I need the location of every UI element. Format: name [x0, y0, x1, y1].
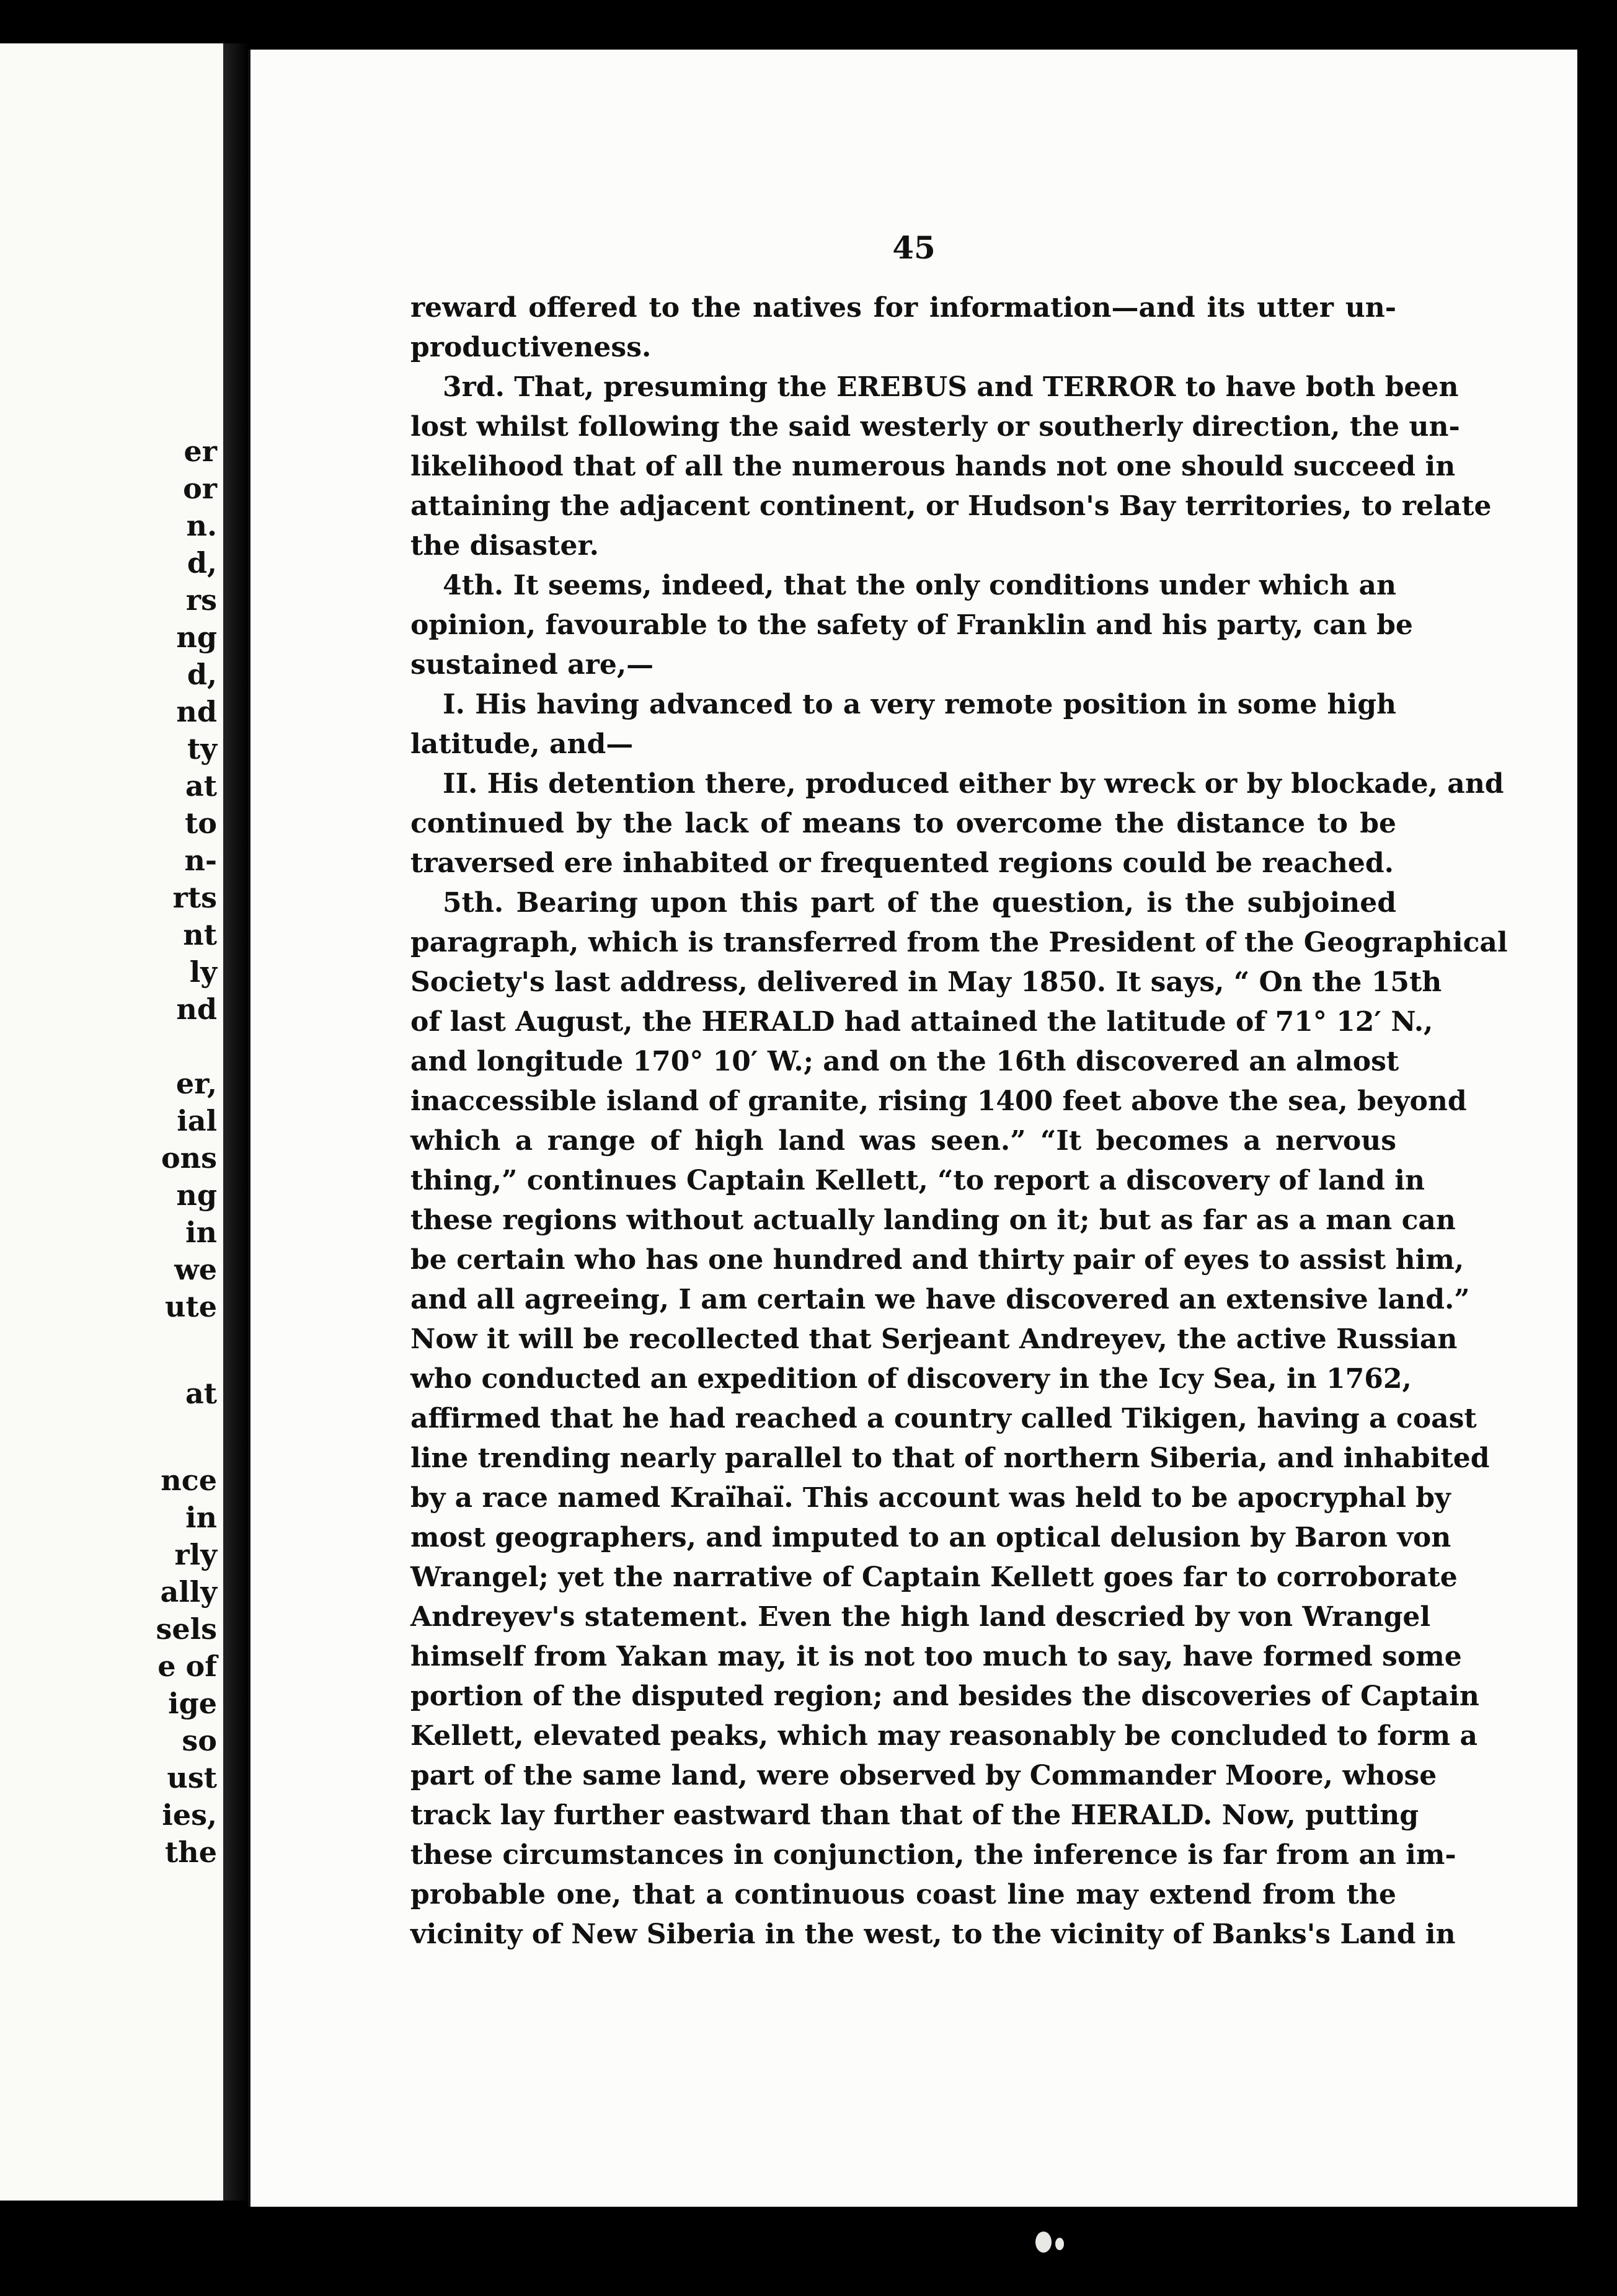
- facing-page-fragment: n-: [184, 844, 217, 877]
- facing-page-fragment: n.: [186, 509, 217, 542]
- text-line: traversed ere inhabited or frequented regions could be reached.: [410, 847, 1394, 879]
- facing-page-fragment: sels: [156, 1612, 217, 1646]
- text-line: reward offered to the natives for information—and its utter un-: [410, 292, 1396, 324]
- facing-page-fragment: in: [185, 1216, 217, 1249]
- facing-page-fragment: at: [185, 1377, 217, 1410]
- text-line: these regions without actually landing on it; but as far as a man can: [410, 1204, 1456, 1236]
- facing-page-fragment: nd: [176, 695, 217, 728]
- facing-page-fragment: ial: [177, 1104, 217, 1137]
- text-line: track lay further eastward than that of the HERALD. Now, putting: [410, 1799, 1419, 1831]
- text-line: these circumstances in conjunction, the inference is far from an im-: [410, 1839, 1456, 1871]
- text-line: of last August, the HERALD had attained the latitude of 71° 12′ N.,: [410, 1006, 1433, 1038]
- facing-page-fragment: at: [185, 769, 217, 803]
- text-line: continued by the lack of means to overcome the distance to be: [410, 808, 1396, 839]
- facing-page-fragment: rs: [185, 583, 217, 617]
- text-line: part of the same land, were observed by Commander Moore, whose: [410, 1760, 1437, 1791]
- facing-page-fragment: the: [165, 1835, 217, 1869]
- facing-page-fragment: rts: [172, 881, 217, 914]
- facing-page-fragment: we: [174, 1253, 217, 1286]
- facing-page-fragment: er,: [175, 1067, 217, 1100]
- text-line: vicinity of New Siberia in the west, to the vicinity of Banks's Land in: [410, 1918, 1456, 1950]
- text-line: opinion, favourable to the safety of Franklin and his party, can be: [410, 609, 1413, 641]
- text-line: portion of the disputed region; and besides the discoveries of Captain: [410, 1680, 1479, 1712]
- text-line: attaining the adjacent continent, or Hudson's Bay territories, to relate: [410, 490, 1492, 522]
- facing-page-fragment: ng: [176, 1178, 217, 1212]
- text-line: and longitude 170° 10′ W.; and on the 16th discovered an almost: [410, 1046, 1399, 1077]
- text-line: affirmed that he had reached a country called Tikigen, having a coast: [410, 1403, 1477, 1434]
- text-line: by a race named Kraïhaï. This account was held to be apocryphal by: [410, 1482, 1451, 1514]
- text-line: productiveness.: [410, 332, 652, 363]
- facing-page-fragment: er: [184, 435, 217, 468]
- left-page-edge: [0, 43, 223, 2201]
- text-line: line trending nearly parallel to that of northern Siberia, and inhabited: [410, 1442, 1490, 1474]
- facing-page-fragment: ige: [168, 1687, 217, 1720]
- facing-page-fragment: ies,: [162, 1798, 217, 1832]
- book-spine: [223, 43, 248, 2201]
- text-line: which a range of high land was seen.” “It becomes a nervous: [410, 1125, 1396, 1157]
- text-line: sustained are,—: [410, 649, 654, 681]
- facing-page-fragment: ute: [165, 1290, 217, 1323]
- text-line: I. His having advanced to a very remote position in some high: [443, 689, 1396, 720]
- text-line: and all agreeing, I am certain we have discovered an extensive land.”: [410, 1284, 1470, 1315]
- text-line: 5th. Bearing upon this part of the question, is the subjoined: [443, 887, 1396, 919]
- scan-speck: [1055, 2238, 1064, 2250]
- text-line: Andreyev's statement. Even the high land descried by von Wrangel: [410, 1601, 1431, 1633]
- text-line: Kellett, elevated peaks, which may reasonably be concluded to form a: [410, 1720, 1478, 1752]
- facing-page-fragment: ally: [160, 1575, 217, 1609]
- scan-bottom-margin: [0, 2207, 1617, 2296]
- page-number: 45: [892, 229, 936, 266]
- body-text: [410, 288, 1508, 1954]
- text-line: Wrangel; yet the narrative of Captain Kellett goes far to corroborate: [410, 1561, 1458, 1593]
- facing-page-fragment: nd: [176, 992, 217, 1026]
- text-line: Now it will be recollected that Serjeant Andreyev, the active Russian: [410, 1323, 1458, 1355]
- facing-page-fragment: or: [183, 472, 217, 505]
- facing-page-fragment: so: [182, 1724, 217, 1757]
- scan-speck: [1035, 2232, 1052, 2253]
- text-line: Society's last address, delivered in May 1850. It says, “ On the 15th: [410, 966, 1442, 998]
- facing-page-fragment: in: [185, 1501, 217, 1534]
- text-line: who conducted an expedition of discovery in the Icy Sea, in 1762,: [410, 1363, 1412, 1395]
- facing-page-fragment: d,: [187, 658, 217, 691]
- text-line: latitude, and—: [410, 728, 634, 760]
- text-line: 4th. It seems, indeed, that the only conditions under which an: [443, 570, 1396, 601]
- facing-page-fragment: rly: [174, 1538, 217, 1571]
- text-line: likelihood that of all the numerous hands not one should succeed in: [410, 451, 1456, 482]
- facing-page-fragment: ty: [187, 732, 217, 766]
- text-line: thing,” continues Captain Kellett, “to report a discovery of land in: [410, 1165, 1425, 1196]
- text-line: himself from Yakan may, it is not too much to say, have formed some: [410, 1641, 1462, 1672]
- facing-page-fragment: d,: [187, 546, 217, 580]
- facing-page-fragment: nce: [161, 1464, 217, 1497]
- text-line: inaccessible island of granite, rising 1400 feet above the sea, beyond: [410, 1085, 1467, 1117]
- facing-page-fragment: ons: [161, 1141, 217, 1175]
- facing-page-fragment: e of: [157, 1649, 217, 1683]
- text-line: II. His detention there, produced either by wreck or by blockade, and: [443, 768, 1504, 800]
- text-line: paragraph, which is transferred from the President of the Geographical: [410, 927, 1508, 958]
- text-line: 3rd. That, presuming the EREBUS and TERROR to have both been: [443, 371, 1459, 403]
- text-line: be certain who has one hundred and thirty pair of eyes to assist him,: [410, 1244, 1464, 1276]
- facing-page-fragment: to: [185, 806, 217, 840]
- text-line: probable one, that a continuous coast line may extend from the: [410, 1879, 1396, 1910]
- facing-page-fragment: ust: [167, 1761, 217, 1795]
- text-line: most geographers, and imputed to an optical delusion by Baron von: [410, 1522, 1451, 1553]
- text-line: the disaster.: [410, 530, 599, 562]
- text-line: lost whilst following the said westerly or southerly direction, the un-: [410, 411, 1460, 443]
- facing-page-fragment: nt: [183, 918, 217, 952]
- facing-page-fragment: ng: [176, 620, 217, 654]
- right-page: [248, 50, 1577, 2207]
- facing-page-fragment: ly: [189, 955, 217, 989]
